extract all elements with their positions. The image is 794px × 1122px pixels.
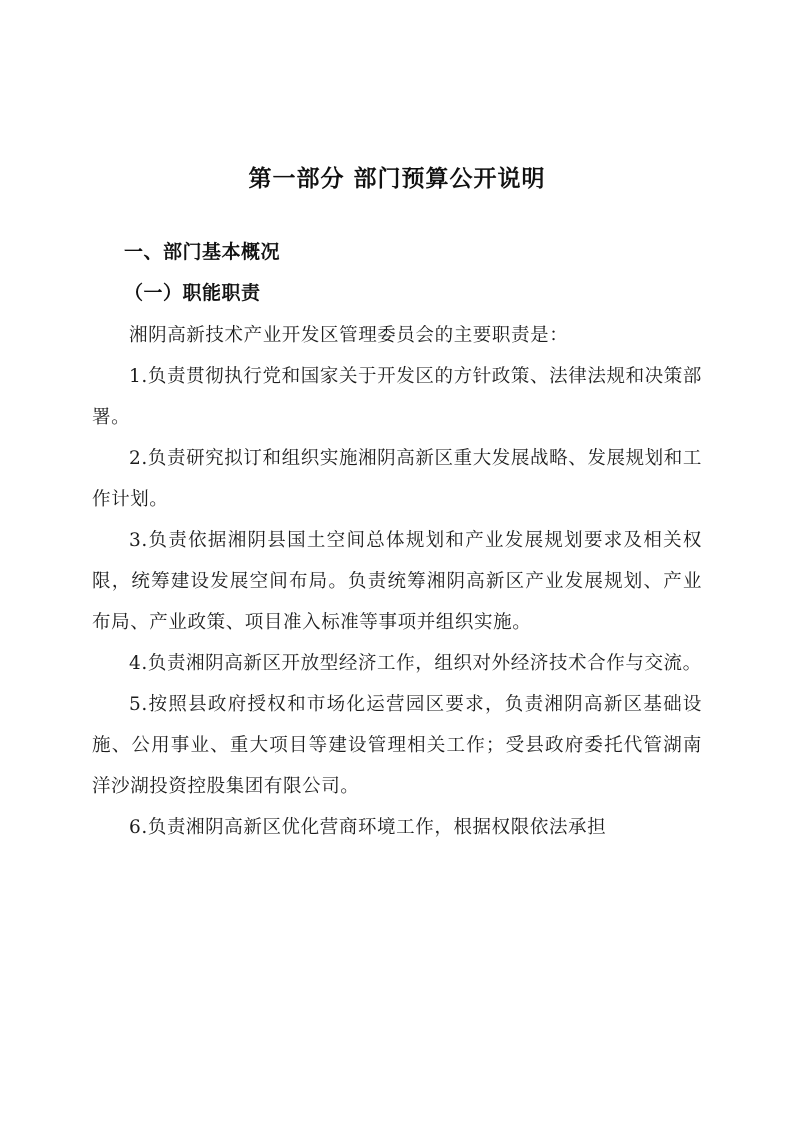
body-paragraph: 湘阴高新技术产业开发区管理委员会的主要职责是： (129, 325, 569, 346)
body-paragraph: 6.负责湘阴高新区优化营商环境工作，根据权限依法承担 (129, 817, 607, 838)
body-paragraph: 2.负责研究拟订和组织实施湘阴高新区重大发展战略、发展规划和工作计划。 (92, 448, 702, 510)
body-paragraph: 3.负责依据湘阴县国土空间总体规划和产业发展规划要求及相关权限，统筹建设发展空间布局。负责统筹湘阴高新区产业发展规划、产业布局、产业政策、项目准入标准等事项并组织实施。 (92, 530, 702, 633)
body-paragraph: 1.负责贯彻执行党和国家关于开发区的方针政策、法律法规和决策部署。 (92, 366, 702, 428)
body-paragraph: 4.负责湘阴高新区开放型经济工作，组织对外经济技术合作与交流。 (129, 653, 702, 674)
page-title: 第一部分 部门预算公开说明 (248, 165, 546, 192)
body-paragraph: 5.按照县政府授权和市场化运营园区要求，负责湘阴高新区基础设施、公用事业、重大项目等建设管理相关工作；受县政府委托代管湖南洋沙湖投资控股集团有限公司。 (92, 694, 702, 797)
section-heading: 一、部门基本概况 (124, 241, 281, 263)
subsection-heading: （一）职能职责 (124, 282, 261, 304)
